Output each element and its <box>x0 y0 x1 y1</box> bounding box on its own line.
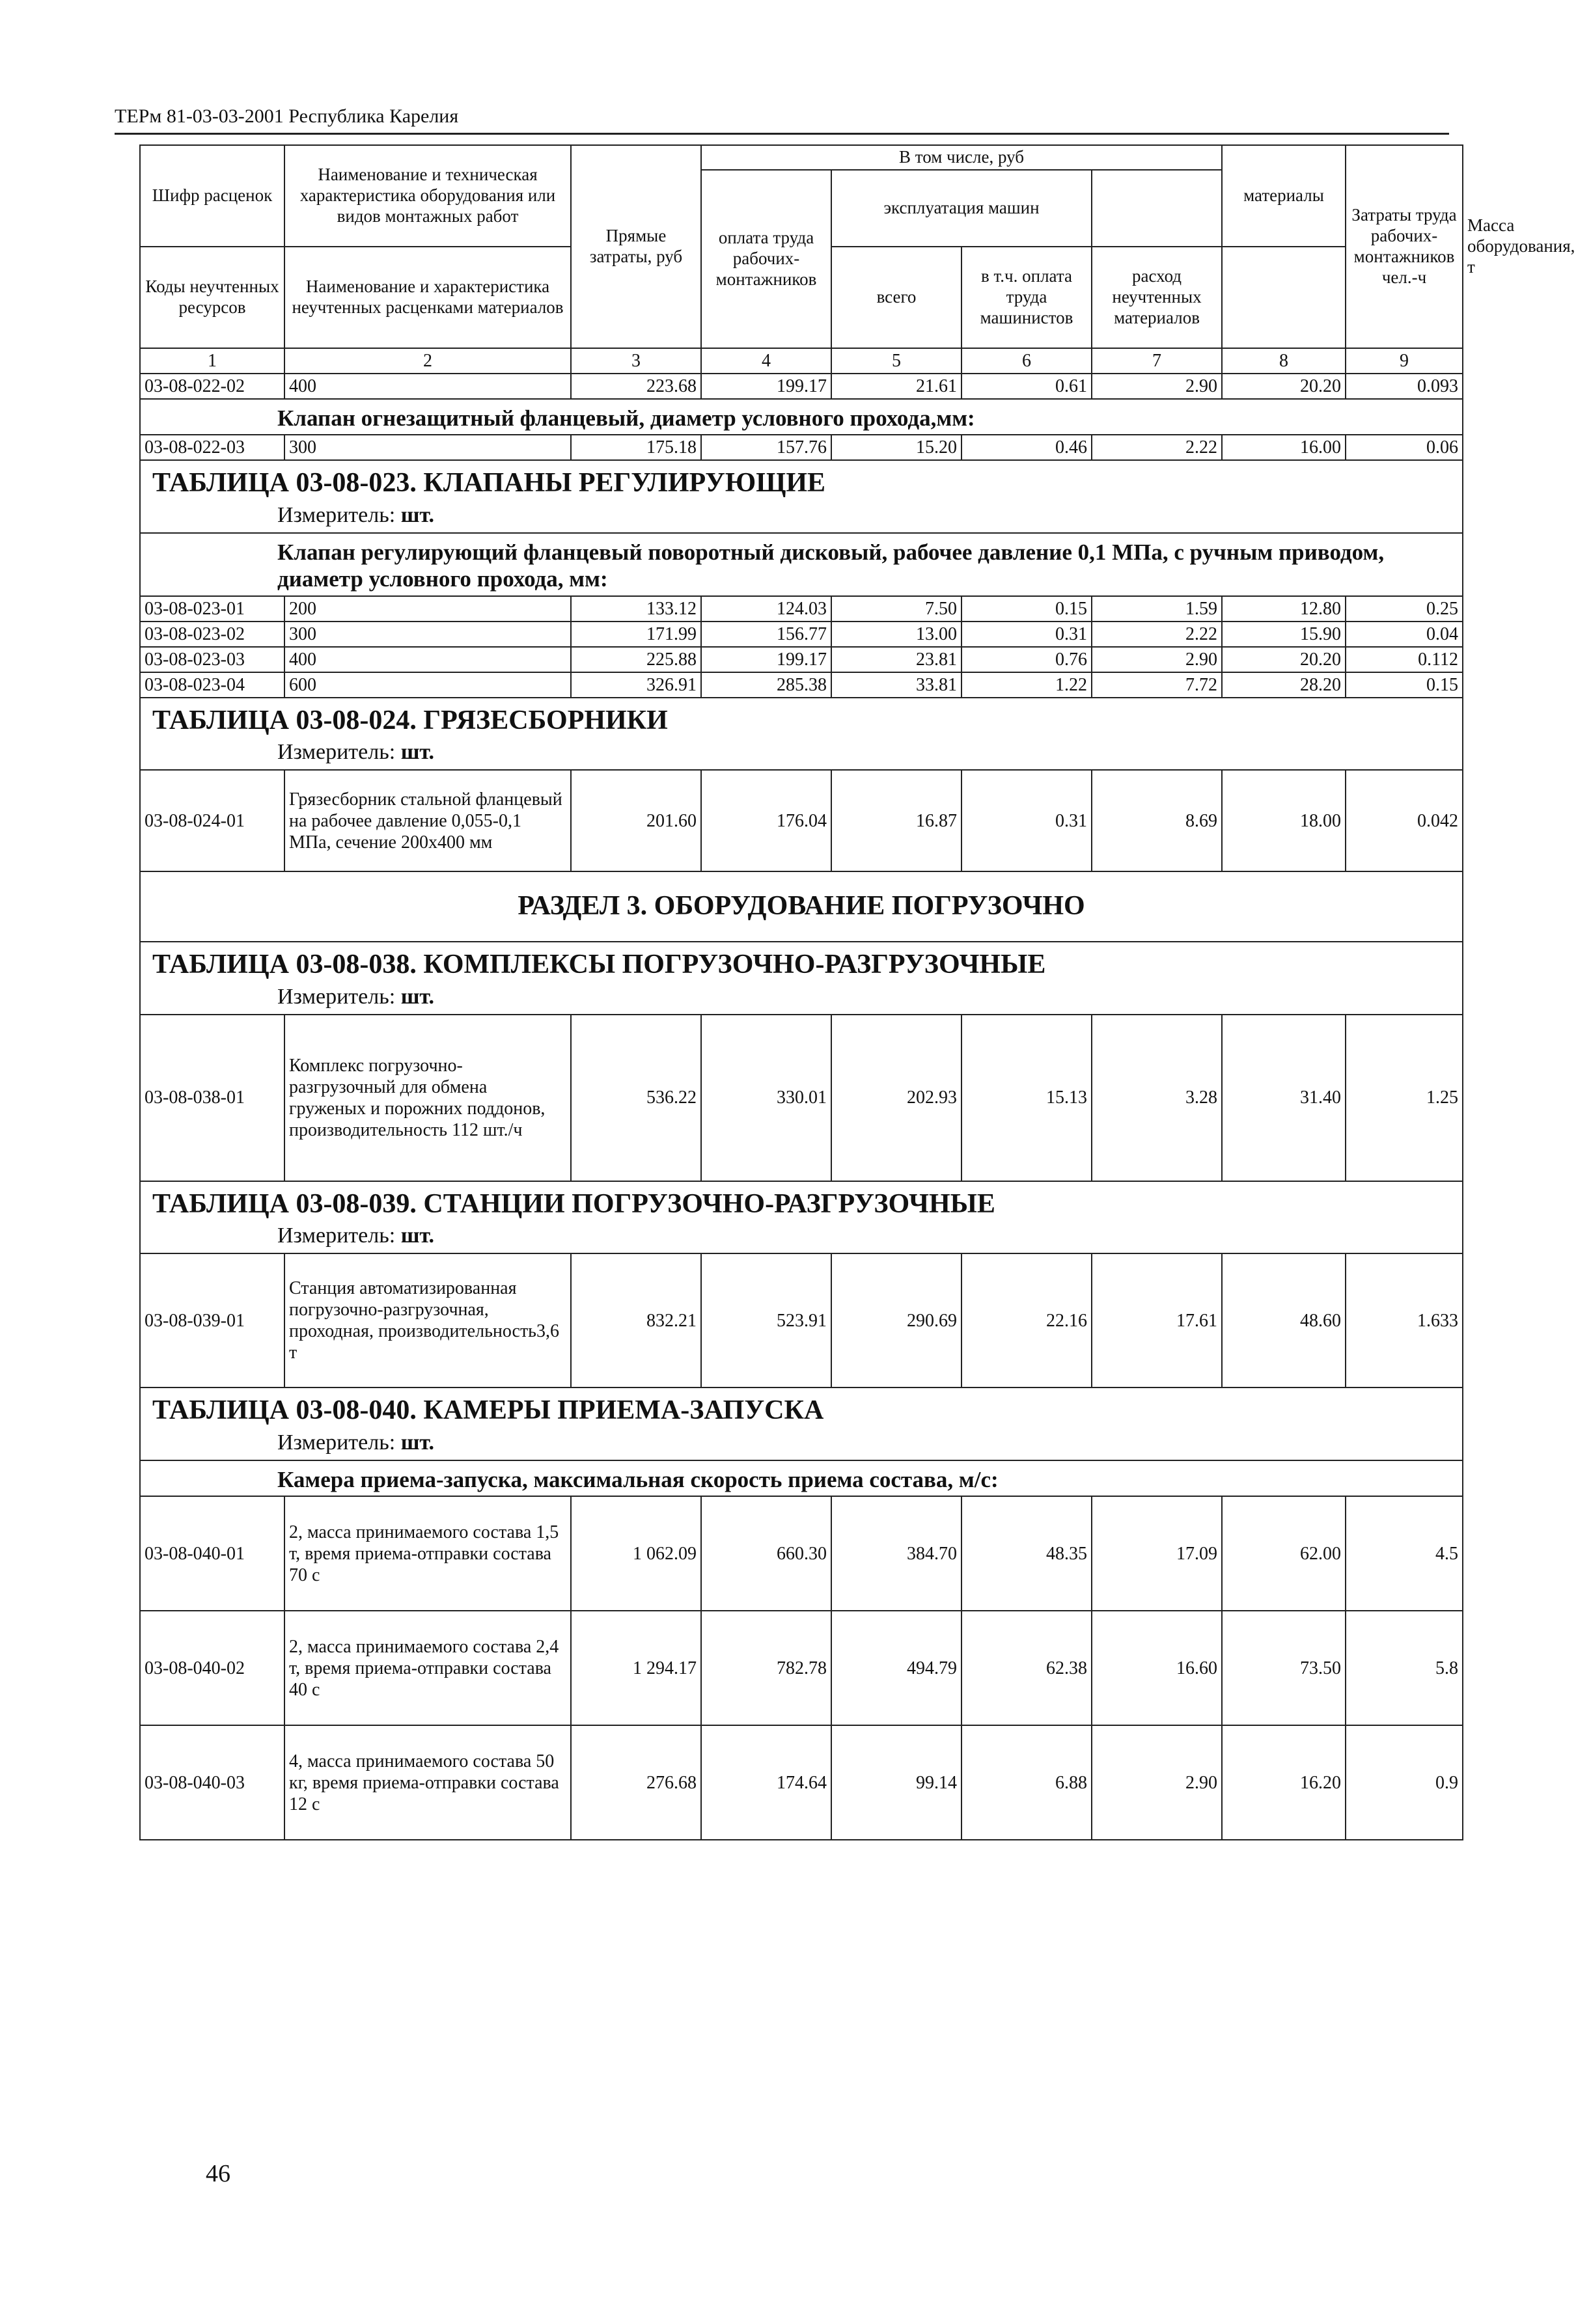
group-heading <box>140 1460 1463 1496</box>
rate-value: 2.90 <box>1092 647 1222 672</box>
col-number: 6 <box>962 348 1092 374</box>
rates-table <box>139 144 1575 1840</box>
table-row <box>140 374 1463 399</box>
rate-name: 300 <box>284 622 571 647</box>
meter-row <box>140 739 1463 770</box>
col-number: 7 <box>1092 348 1222 374</box>
rate-value: 0.76 <box>962 647 1092 672</box>
rate-code: 03-08-024-01 <box>140 770 284 871</box>
rate-value: 62.00 <box>1222 1496 1346 1611</box>
rate-code: 03-08-039-01 <box>140 1253 284 1388</box>
group-heading: Клапан огнезащитный фланцевый, диаметр условного прохода,мм: <box>140 399 1463 435</box>
table-title: ТАБЛИЦА 03-08-039. СТАНЦИИ ПОГРУЗОЧНО-РАЗГРУЗОЧНЫЕ <box>140 1181 1463 1224</box>
rate-value: 175.18 <box>571 435 701 460</box>
rate-value: 33.81 <box>831 672 962 698</box>
rate-value: 1 062.09 <box>571 1496 701 1611</box>
table-title: ТАБЛИЦА 03-08-024. ГРЯЗЕСБОРНИКИ <box>140 698 1463 740</box>
rate-value: 6.88 <box>962 1725 1092 1840</box>
rate-value: 17.61 <box>1092 1253 1222 1388</box>
meter-row <box>140 984 1463 1015</box>
table-row <box>140 672 1463 698</box>
rate-value: 326.91 <box>571 672 701 698</box>
rate-value: 199.17 <box>701 647 831 672</box>
rate-value: 330.01 <box>701 1015 831 1181</box>
header-rule <box>115 133 1449 135</box>
rates-table-wrap <box>139 144 1575 1840</box>
rate-value: 21.61 <box>831 374 962 399</box>
meter <box>140 984 1463 1015</box>
table-row <box>140 1611 1463 1725</box>
rate-value: 2.22 <box>1092 622 1222 647</box>
meter-label: Измеритель: <box>277 502 396 527</box>
col-number: 2 <box>284 348 571 374</box>
rate-value: 22.16 <box>962 1253 1092 1388</box>
meter-label: Измеритель: <box>277 984 396 1009</box>
col-header-code: Шифр расценок <box>140 145 284 247</box>
rate-value: 2.90 <box>1092 1725 1222 1840</box>
rate-code: 03-08-040-03 <box>140 1725 284 1840</box>
rate-value: 0.31 <box>962 622 1092 647</box>
col-number: 4 <box>701 348 831 374</box>
rate-code: 03-08-040-02 <box>140 1611 284 1725</box>
col-number: 5 <box>831 348 962 374</box>
meter-row <box>140 502 1463 533</box>
table-row <box>140 647 1463 672</box>
table-row <box>140 1015 1463 1181</box>
rate-value: 7.50 <box>831 596 962 622</box>
rate-code: 03-08-023-04 <box>140 672 284 698</box>
rate-value: 2.90 <box>1092 374 1222 399</box>
rate-value: 832.21 <box>571 1253 701 1388</box>
col-header-code2: Коды неучтенных ресурсов <box>140 247 284 348</box>
rate-value: 15.90 <box>1222 622 1346 647</box>
meter <box>140 1430 1463 1460</box>
col-header-mach-wage: в т.ч. оплата труда машинистов <box>962 247 1092 348</box>
rate-value: 0.15 <box>1346 672 1463 698</box>
table-title: ТАБЛИЦА 03-08-023. КЛАПАНЫ РЕГУЛИРУЮЩИЕ <box>140 460 1463 502</box>
rate-value: 99.14 <box>831 1725 962 1840</box>
rate-value: 660.30 <box>701 1496 831 1611</box>
rate-code: 03-08-040-01 <box>140 1496 284 1611</box>
rate-value: 174.64 <box>701 1725 831 1840</box>
rate-value: 2.22 <box>1092 435 1222 460</box>
rate-name: 2, масса принимаемого состава 2,4 т, время приема-отправки состава 40 с <box>284 1611 571 1725</box>
rate-value: 15.20 <box>831 435 962 460</box>
col-header-direct: Прямые затраты, руб <box>571 145 701 348</box>
rate-value: 0.112 <box>1346 647 1463 672</box>
rate-value: 7.72 <box>1092 672 1222 698</box>
rate-name: 600 <box>284 672 571 698</box>
rate-value: 176.04 <box>701 770 831 871</box>
col-header-name: Наименование и техническая характеристика оборудования или видов монтажных работ <box>284 145 571 247</box>
group-heading <box>140 399 1463 435</box>
table-row <box>140 1725 1463 1840</box>
meter <box>140 502 1463 533</box>
section-title <box>140 871 1463 942</box>
rate-value: 0.093 <box>1346 374 1463 399</box>
rate-code: 03-08-023-01 <box>140 596 284 622</box>
table-title <box>140 698 1463 740</box>
rate-value: 28.20 <box>1222 672 1346 698</box>
rate-value: 285.38 <box>701 672 831 698</box>
table-row <box>140 1253 1463 1388</box>
rate-value: 48.60 <box>1222 1253 1346 1388</box>
table-row <box>140 1496 1463 1611</box>
meter <box>140 739 1463 770</box>
rate-value: 494.79 <box>831 1611 962 1725</box>
rate-value: 0.15 <box>962 596 1092 622</box>
rate-value: 1.633 <box>1346 1253 1463 1388</box>
meter-unit: шт. <box>400 1224 435 1248</box>
rate-value: 0.46 <box>962 435 1092 460</box>
rate-value: 73.50 <box>1222 1611 1346 1725</box>
page-number: 46 <box>206 2160 230 2187</box>
col-number: 3 <box>571 348 701 374</box>
rate-value: 523.91 <box>701 1253 831 1388</box>
rate-value: 3.28 <box>1092 1015 1222 1181</box>
meter-row <box>140 1430 1463 1460</box>
rate-value: 157.76 <box>701 435 831 460</box>
section-title: РАЗДЕЛ 3. ОБОРУДОВАНИЕ ПОГРУЗОЧНО <box>140 871 1463 942</box>
col-header-incl: В том числе, руб <box>701 145 1222 170</box>
col-header-machines: эксплуатация машин <box>831 170 1092 247</box>
rate-value: 199.17 <box>701 374 831 399</box>
col-number: 8 <box>1222 348 1346 374</box>
rate-value: 1.22 <box>962 672 1092 698</box>
rate-name: Комплекс погрузочно-разгрузочный для обмена груженых и порожних поддонов, производительность 112 шт./ч <box>284 1015 571 1181</box>
rate-value: 13.00 <box>831 622 962 647</box>
rate-value: 0.9 <box>1346 1725 1463 1840</box>
rate-value: 48.35 <box>962 1496 1092 1611</box>
rate-value: 16.00 <box>1222 435 1346 460</box>
table-title <box>140 942 1463 984</box>
table-title: ТАБЛИЦА 03-08-040. КАМЕРЫ ПРИЕМА-ЗАПУСКА <box>140 1388 1463 1430</box>
meter <box>140 1223 1463 1253</box>
rate-value: 8.69 <box>1092 770 1222 871</box>
rate-value: 0.61 <box>962 374 1092 399</box>
rate-value: 156.77 <box>701 622 831 647</box>
rate-value: 290.69 <box>831 1253 962 1388</box>
rate-value: 171.99 <box>571 622 701 647</box>
rate-value: 4.5 <box>1346 1496 1463 1611</box>
rate-value: 1.59 <box>1092 596 1222 622</box>
group-heading: Клапан регулирующий фланцевый поворотный дисковый, рабочее давление 0,1 МПа, с ручным приводом, диаметр условного прохода, мм: <box>140 533 1463 596</box>
meter-label: Измеритель: <box>277 740 396 765</box>
col-header-mat-use: расход неучтенных материалов <box>1092 247 1222 348</box>
rate-value: 16.20 <box>1222 1725 1346 1840</box>
meter-label: Измеритель: <box>277 1224 396 1248</box>
col-header-labor: Затраты труда рабочих-монтажников чел.-ч <box>1346 145 1463 348</box>
rate-code: 03-08-023-02 <box>140 622 284 647</box>
table-title <box>140 460 1463 502</box>
rate-value: 225.88 <box>571 647 701 672</box>
group-heading: Камера приема-запуска, максимальная скорость приема состава, м/с: <box>140 1460 1463 1496</box>
rate-value: 223.68 <box>571 374 701 399</box>
col-header-materials: материалы <box>1222 145 1346 247</box>
rate-value: 5.8 <box>1346 1611 1463 1725</box>
meter-unit: шт. <box>400 740 435 765</box>
page-header: ТЕРм 81-03-03-2001 Республика Карелия <box>115 105 459 127</box>
rate-name: 400 <box>284 647 571 672</box>
col-header-wage: оплата труда рабочих-монтажников <box>701 170 831 348</box>
rate-name: Грязесборник стальной фланцевый на рабочее давление 0,055-0,1 МПа, сечение 200х400 мм <box>284 770 571 871</box>
col-number: 1 <box>140 348 284 374</box>
meter-row <box>140 1223 1463 1253</box>
table-row <box>140 596 1463 622</box>
rate-value: 202.93 <box>831 1015 962 1181</box>
header-row: Шифр расценок Наименование и техническая характеристика оборудования или видов монтажных работ Прямые затраты, руб В том числе, руб материалы Затраты труда рабочих-монтажников чел.-ч Масса оборудования, т <box>140 145 1463 170</box>
rate-name: 200 <box>284 596 571 622</box>
rate-value: 201.60 <box>571 770 701 871</box>
rate-value: 12.80 <box>1222 596 1346 622</box>
rate-name: 300 <box>284 435 571 460</box>
table-row <box>140 770 1463 871</box>
meter-label: Измеритель: <box>277 1430 396 1455</box>
rate-value: 0.06 <box>1346 435 1463 460</box>
rate-value: 133.12 <box>571 596 701 622</box>
rate-value: 20.20 <box>1222 647 1346 672</box>
group-heading <box>140 533 1463 596</box>
rate-name: 2, масса принимаемого состава 1,5 т, время приема-отправки состава 70 с <box>284 1496 571 1611</box>
rate-value: 124.03 <box>701 596 831 622</box>
column-numbers-row <box>140 348 1463 374</box>
rate-value: 0.25 <box>1346 596 1463 622</box>
col-header-name2: Наименование и характеристика неучтенных расценками материалов <box>284 247 571 348</box>
col-number: 9 <box>1346 348 1463 374</box>
rate-value: 20.20 <box>1222 374 1346 399</box>
rate-value: 276.68 <box>571 1725 701 1840</box>
rate-value: 0.04 <box>1346 622 1463 647</box>
rate-value: 18.00 <box>1222 770 1346 871</box>
table-title <box>140 1388 1463 1430</box>
rate-value: 384.70 <box>831 1496 962 1611</box>
rate-value: 1 294.17 <box>571 1611 701 1725</box>
table-title <box>140 1181 1463 1224</box>
rate-value: 15.13 <box>962 1015 1092 1181</box>
rate-value: 1.25 <box>1346 1015 1463 1181</box>
rate-value: 16.60 <box>1092 1611 1222 1725</box>
rate-value: 31.40 <box>1222 1015 1346 1181</box>
rate-name: Станция автоматизированная погрузочно-разгрузочная, проходная, производительность3,6 т <box>284 1253 571 1388</box>
rate-value: 17.09 <box>1092 1496 1222 1611</box>
rate-value: 16.87 <box>831 770 962 871</box>
table-row <box>140 435 1463 460</box>
meter-unit: шт. <box>400 502 435 527</box>
rate-name: 4, масса принимаемого состава 50 кг, время приема-отправки состава 12 с <box>284 1725 571 1840</box>
table-title: ТАБЛИЦА 03-08-038. КОМПЛЕКСЫ ПОГРУЗОЧНО-РАЗГРУЗОЧНЫЕ <box>140 942 1463 984</box>
rate-value: 62.38 <box>962 1611 1092 1725</box>
rate-value: 23.81 <box>831 647 962 672</box>
rate-code: 03-08-023-03 <box>140 647 284 672</box>
rate-code: 03-08-038-01 <box>140 1015 284 1181</box>
rate-name: 400 <box>284 374 571 399</box>
table-row <box>140 622 1463 647</box>
rate-value: 0.042 <box>1346 770 1463 871</box>
col-header-mach-total: всего <box>831 247 962 348</box>
rate-code: 03-08-022-02 <box>140 374 284 399</box>
meter-unit: шт. <box>400 984 435 1009</box>
rate-value: 782.78 <box>701 1611 831 1725</box>
rate-code: 03-08-022-03 <box>140 435 284 460</box>
rate-value: 536.22 <box>571 1015 701 1181</box>
meter-unit: шт. <box>400 1430 435 1455</box>
rate-value: 0.31 <box>962 770 1092 871</box>
